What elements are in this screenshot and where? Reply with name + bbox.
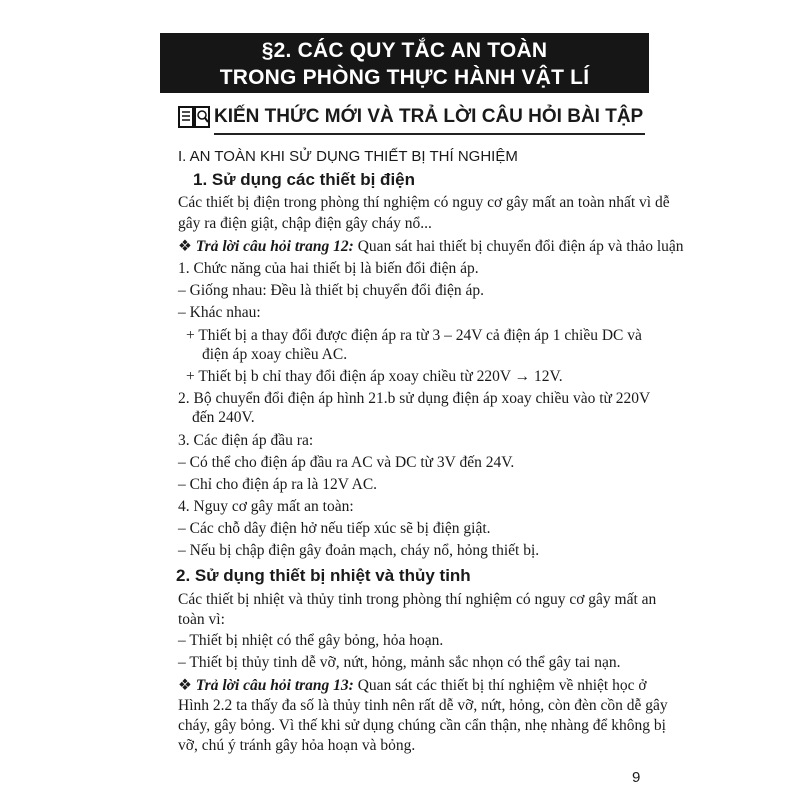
answer-line: cháy, gây bỏng. Vì thế khi sử dụng chúng cần cẩn thận, nhẹ nhàng để không bị: [178, 717, 666, 734]
answer-line: + Thiết bị a thay đổi được điện áp ra từ 3 – 24V cả điện áp 1 chiều DC và: [186, 327, 642, 344]
paragraph-line: gây ra điện giật, chập điện gây cháy nổ...: [178, 215, 432, 232]
chapter-title-line2: TRONG PHÒNG THỰC HÀNH VẬT LÍ: [219, 66, 590, 89]
question-13: [178, 676, 647, 696]
paragraph-line: Các thiết bị điện trong phòng thí nghiệm có nguy cơ gây mất an toàn nhất vì dễ: [178, 194, 670, 211]
section-heading: [178, 104, 643, 130]
page-number: 9: [632, 769, 641, 786]
answer-line: điện áp xoay chiều AC.: [202, 346, 348, 363]
answer-line: đến 240V.: [192, 409, 255, 426]
diamond-bullet-icon: ❖: [178, 677, 192, 694]
answer-line: + Thiết bị b chỉ thay đổi điện áp xoay chiều từ 220V → 12V.: [186, 368, 563, 385]
answer-line: – Có thể cho điện áp đầu ra AC và DC từ 3V đến 24V.: [178, 454, 515, 471]
answer-line: vỡ, chú ý tránh gây hỏa hoạn và bỏng.: [178, 737, 416, 754]
question-text: Quan sát hai thiết bị chuyển đổi điện áp và thảo luận: [353, 238, 684, 255]
answer-line: 2. Bộ chuyển đổi điện áp hình 21.b sử dụng điện áp xoay chiều vào từ 220V: [178, 390, 651, 407]
book-icon: [178, 104, 210, 130]
paragraph-line: toàn vì:: [178, 611, 225, 628]
answer-line: Hình 2.2 ta thấy đa số là thủy tinh nên rất dễ vỡ, nứt, hỏng, còn đèn cồn dễ gây: [178, 697, 668, 714]
section-underline: [214, 133, 645, 135]
paragraph-line: Các thiết bị nhiệt và thủy tinh trong phòng thí nghiệm có nguy cơ gây mất an: [178, 591, 657, 608]
question-label: Trả lời câu hỏi trang 12:: [195, 238, 354, 255]
subheading-1: 1. Sử dụng các thiết bị điện: [193, 170, 416, 189]
chapter-title-banner: [160, 33, 649, 93]
question-12: [178, 237, 684, 257]
heading-i: I. AN TOÀN KHI SỬ DỤNG THIẾT BỊ THÍ NGHIỆM: [178, 148, 518, 165]
answer-line: – Khác nhau:: [178, 304, 261, 321]
diamond-bullet-icon: ❖: [178, 238, 192, 255]
paragraph-line: – Thiết bị thủy tinh dễ vỡ, nứt, hỏng, mảnh sắc nhọn có thể gây tai nạn.: [178, 654, 621, 671]
section-heading-text: KIẾN THỨC MỚI VÀ TRẢ LỜI CÂU HỎI BÀI TẬP: [214, 106, 644, 127]
subheading-2: 2. Sử dụng thiết bị nhiệt và thủy tinh: [176, 566, 471, 585]
answer-line: – Các chỗ dây điện hở nếu tiếp xúc sẽ bị điện giật.: [178, 520, 491, 537]
paragraph-line: – Thiết bị nhiệt có thể gây bỏng, hỏa hoạn.: [178, 632, 444, 649]
answer-line: – Nếu bị chập điện gây đoản mạch, cháy nổ, hỏng thiết bị.: [178, 542, 540, 559]
answer-line: – Chỉ cho điện áp ra là 12V AC.: [178, 476, 378, 493]
answer-line: 3. Các điện áp đầu ra:: [178, 432, 314, 449]
question-label: Trả lời câu hỏi trang 13:: [195, 677, 354, 694]
chapter-title-line1: §2. CÁC QUY TẮC AN TOÀN: [261, 39, 548, 62]
question-text: Quan sát các thiết bị thí nghiệm về nhiệt học ở: [353, 677, 647, 694]
answer-line: – Giống nhau: Đều là thiết bị chuyển đổi điện áp.: [178, 282, 485, 299]
answer-line: 4. Nguy cơ gây mất an toàn:: [178, 498, 354, 515]
answer-line: 1. Chức năng của hai thiết bị là biến đổi điện áp.: [178, 260, 479, 277]
